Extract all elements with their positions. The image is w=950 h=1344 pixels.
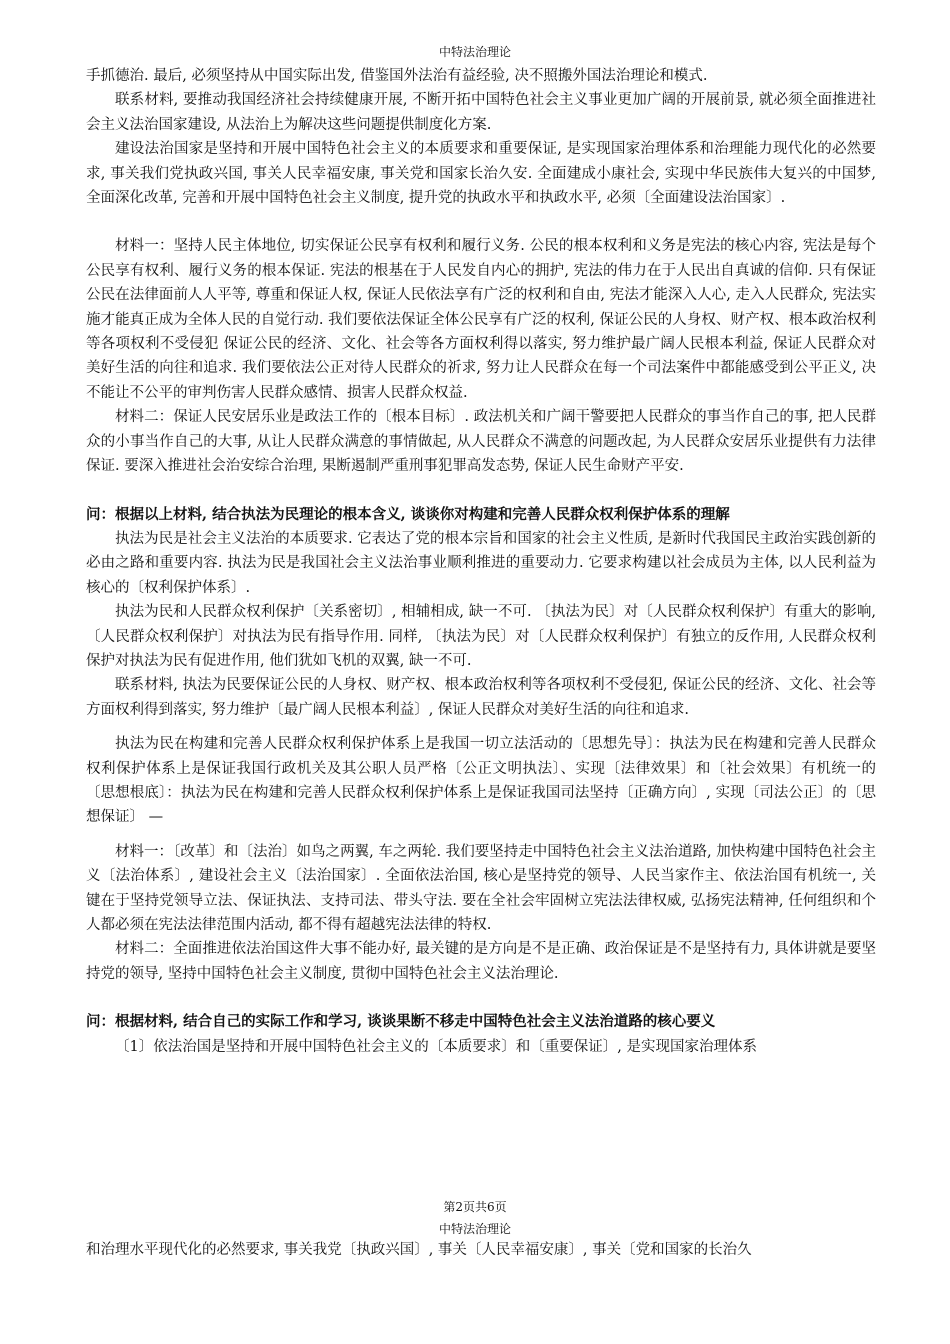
para-answer-1a: 执法为民是社会主义法治的本质要求. 它表达了党的根本宗旨和国家的社会主义性质, 是新时代我国民主政治实践创新的必由之路和重要内容. 执法为民是我国社会主义法治事业顺利推进的重要动力. 它要求构建以社会成员为主体, 以人民利益为核心的〔权利保护体系〕. — [86, 530, 876, 596]
para-answer-1b: 执法为民和人民群众权利保护〔关系密切〕, 相辅相成, 缺一不可. 〔执法为民〕对〔人民群众权利保护〕有重大的影响, 〔人民群众权利保护〕对执法为民有指导作用. 同样, 〔执法为民〕对〔人民群众权利保护〕有独立的反作用, 人民群众权利保护对执法为民有促进作用, 他们犹如飞机的双翼, 缺一不可. — [86, 604, 876, 669]
header-title-next: 中特法治理论 — [438, 1222, 511, 1236]
para-material-2: 材料二：保证人民安居乐业是政法工作的〔根本目标〕. 政法机关和广阔干警要把人民群众的事当作自己的事, 把人民群众的小事当作自己的大事, 从让人民群众满意的事情做起, 从人民群众不满意的问题改起, 为人民群众安居乐业提供有力法律保证. 要深入推进社会治安综合治理, 果断遏制严重刑事犯罪高发态势, 保证人民生命财产平安. — [86, 409, 876, 475]
header-title: 中特法治理论 — [438, 45, 511, 59]
para-question-2: 问：根据材料, 结合自己的实际工作和学习, 谈谈果断不移走中国特色社会主义法治道路的核心要义 — [86, 1013, 716, 1031]
para-3: 建设法治国家是坚持和开展中国特色社会主义的本质要求和重要保证, 是实现国家治理体系和治理能力现代化的必然要求, 事关我们党执政兴国, 事关人民幸福安康, 事关党和国家长治久安. 全面建成小康社会, 实现中华民族伟大复兴的中国梦, 全面深化改革, 完善和开展中国特色社会主义制度, 提升党的执政水平和执政水平, 必须〔全面建设法治国家〕. — [86, 141, 876, 207]
body-text-top — [86, 64, 876, 1059]
para-answer-2a: 〔1〕依法治国是坚持和开展中国特色社会主义的〔本质要求〕和〔重要保证〕, 是实现国家治理体系 — [115, 1038, 757, 1055]
body-text-next — [86, 1238, 876, 1262]
page-number: 第2页共6页 — [443, 1200, 507, 1214]
para-answer-1d: 执法为民在构建和完善人民群众权利保护体系上是我国一切立法活动的〔思想先导〕：执法为民在构建和完善人民群众权利保护体系上是保证我国行政机关及其公职人员严格〔公正文明执法〕、实现〔法律效果〕和〔社会效果〕有机统一的〔思想根底〕：执法为民在构建和完善人民群众权利保护体系上是保证我国司法坚持〔正确方向〕, 实现〔司法公正〕的〔思想保证〕 — — [86, 736, 876, 826]
para-material-4: 材料二：全面推进依法治国这件大事不能办好, 最关键的是方向是不是正确、政治保证是不是坚持有力, 具体讲就是要坚持党的领导, 坚持中国特色社会主义制度, 贯彻中国特色社会主义法治理论. — [86, 941, 876, 982]
running-header-next — [0, 1220, 950, 1237]
page-footer — [0, 1198, 950, 1215]
para-material-3: 材料一：〔改革〕和〔法治〕如鸟之两翼, 车之两轮. 我们要坚持走中国特色社会主义法治道路, 加快构建中国特色社会主义〔法治体系〕, 建设社会主义〔法治国家〕. 全面依法治国, 核心是坚持党的领导、人民当家作主、依法治国有机统一, 关键在于坚持党领导立法、保证执法、支持司法、带头守法. 要在全社会牢固树立宪法法律权威, 弘扬宪法精神, 任何组织和个人都必须在宪法法律范围内活动, 都不得有超越宪法法律的特权. — [86, 843, 876, 933]
para-answer-2b: 和治理水平现代化的必然要求, 事关我党〔执政兴国〕, 事关〔人民幸福安康〕, 事关〔党和国家的长治久 — [86, 1242, 752, 1258]
para-question-1: 问：根据以上材料, 结合执法为民理论的根本含义, 谈谈你对构建和完善人民群众权利保护体系的理解 — [86, 505, 730, 523]
running-header — [0, 43, 950, 60]
para-2: 联系材料, 要推动我国经济社会持续健康开展, 不断开拓中国特色社会主义事业更加广阔的开展前景, 就必须全面推进社会主义法治国家建设, 从法治上为解决这些问题提供制度化方案. — [86, 92, 876, 133]
para-1: 手抓德治. 最后, 必须坚持从中国实际出发, 借鉴国外法治有益经验, 决不照搬外国法治理论和模式. — [86, 68, 708, 84]
para-material-1: 材料一：坚持人民主体地位, 切实保证公民享有权利和履行义务. 公民的根本权利和义务是宪法的核心内容, 宪法是每个公民享有权利、履行义务的根本保证. 宪法的根基在于人民发自内心的拥护, 宪法的伟力在于人民出自真诚的信仰. 只有保证公民在法律面前人人平等, 尊重和保证人权, 保证人民依法享有广泛的权利和自由, 宪法才能深入人心, 走入人民群众, 宪法实施才能真正成为全体人民的自觉行动. 我们要依法保证全体公民享有广泛的权利, 保证公民的人身权、财产权、根本政治权利等各项权利不受侵犯 保证公民的经济、文化、社会等各方面权利得以落实, 努力维护最广阔人民根本利益, 保证人民群众对美好生活的向往和追求. 我们要依法公正对待人民群众的祈求, 努力让人民群众在每一个司法案件中都能感受到公平正义, 决不能让不公平的审判伤害人民群众感情、损害人民群众权益. — [86, 238, 876, 401]
para-answer-1c: 联系材料, 执法为民要保证公民的人身权、财产权、根本政治权利等各项权利不受侵犯, 保证公民的经济、文化、社会等方面权利得到落实, 努力维护〔最广阔人民根本利益〕, 保证人民群众对美好生活的向往和追求. — [86, 677, 876, 718]
